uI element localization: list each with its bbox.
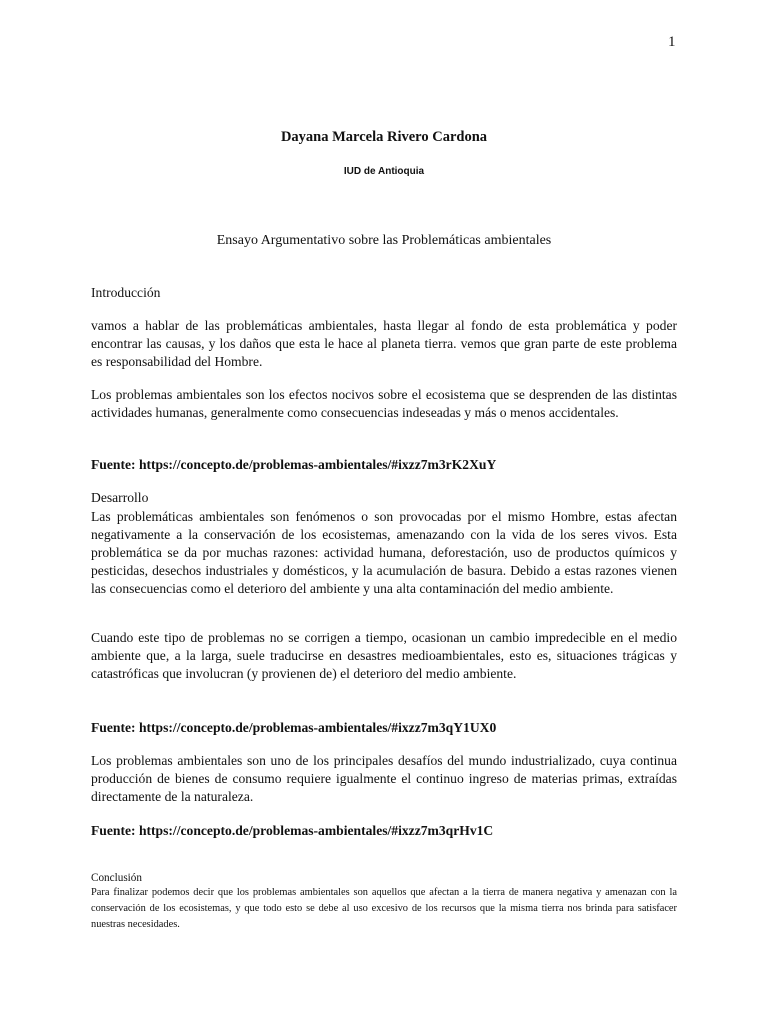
introduction-paragraph-2: Los problemas ambientales son los efectos nocivos sobre el ecosistema que se desprenden de las distintas actividades humanas, generalmente como consecuencias indeseadas y más o menos accidentales. bbox=[91, 387, 677, 420]
development-heading: Desarrollo bbox=[91, 490, 149, 505]
development-paragraph-2: Cuando este tipo de problemas no se corrigen a tiempo, ocasionan un cambio impredecible en el medio ambiente que, a la larga, suele traducirse en desastres medioambientales, esto es, situaciones trágicas y catastróficas que involucran (y provienen de) el deterioro del medio ambiente. bbox=[91, 630, 677, 681]
introduction-paragraph-1: vamos a hablar de las problemáticas ambientales, hasta llegar al fondo de esta problemática y poder encontrar las causas, y los daños que esta le hace al planeta tierra. vemos que gran parte de este problema es responsabilidad del Hombre. bbox=[91, 318, 677, 369]
development-source-2: Fuente: https://concepto.de/problemas-ambientales/#ixzz7m3qrHv1C bbox=[91, 823, 494, 838]
author-name: Dayana Marcela Rivero Cardona bbox=[280, 129, 488, 145]
conclusion-heading: Conclusión bbox=[91, 872, 142, 884]
introduction-source: Fuente: https://concepto.de/problemas-ambientales/#ixzz7m3rK2XuY bbox=[91, 457, 497, 472]
page-number: 1 bbox=[668, 34, 676, 50]
development-paragraph-3: Los problemas ambientales son uno de los principales desafíos del mundo industrializado, cuya continua producción de bienes de consumo requiere igualmente el continuo ingreso de materias primas, extraídas directamente de la naturaleza. bbox=[91, 753, 677, 804]
development-source-1: Fuente: https://concepto.de/problemas-ambientales/#ixzz7m3qY1UX0 bbox=[91, 720, 497, 735]
institution-name: IUD de Antioquia bbox=[343, 166, 425, 177]
conclusion-paragraph: Para finalizar podemos decir que los problemas ambientales son aquellos que afectan a la tierra de manera negativa y amenazan con la conservación de los ecosistemas, y que todo esto se debe al uso excesivo de los recursos que la misma tierra nos brinda para satisfacer nuestras necesidades. bbox=[91, 887, 677, 930]
introduction-heading: Introducción bbox=[91, 285, 161, 300]
development-paragraph-1: Las problemáticas ambientales son fenómenos o son provocadas por el mismo Hombre, estas afectan negativamente a la conservación de los ecosistemas, amenazando con la vida de los seres vivos. Esta problemática se da por muchas razones: actividad humana, deforestación, uso de productos químicos y pesticidas, desechos industriales y domésticos, y la acumulación de basura. Debido a estas razones vienen las consecuencias como el deterioro del ambiente y una alta contaminación del medio ambiente. bbox=[91, 509, 677, 596]
essay-title: Ensayo Argumentativo sobre las Problemáticas ambientales bbox=[216, 233, 552, 248]
